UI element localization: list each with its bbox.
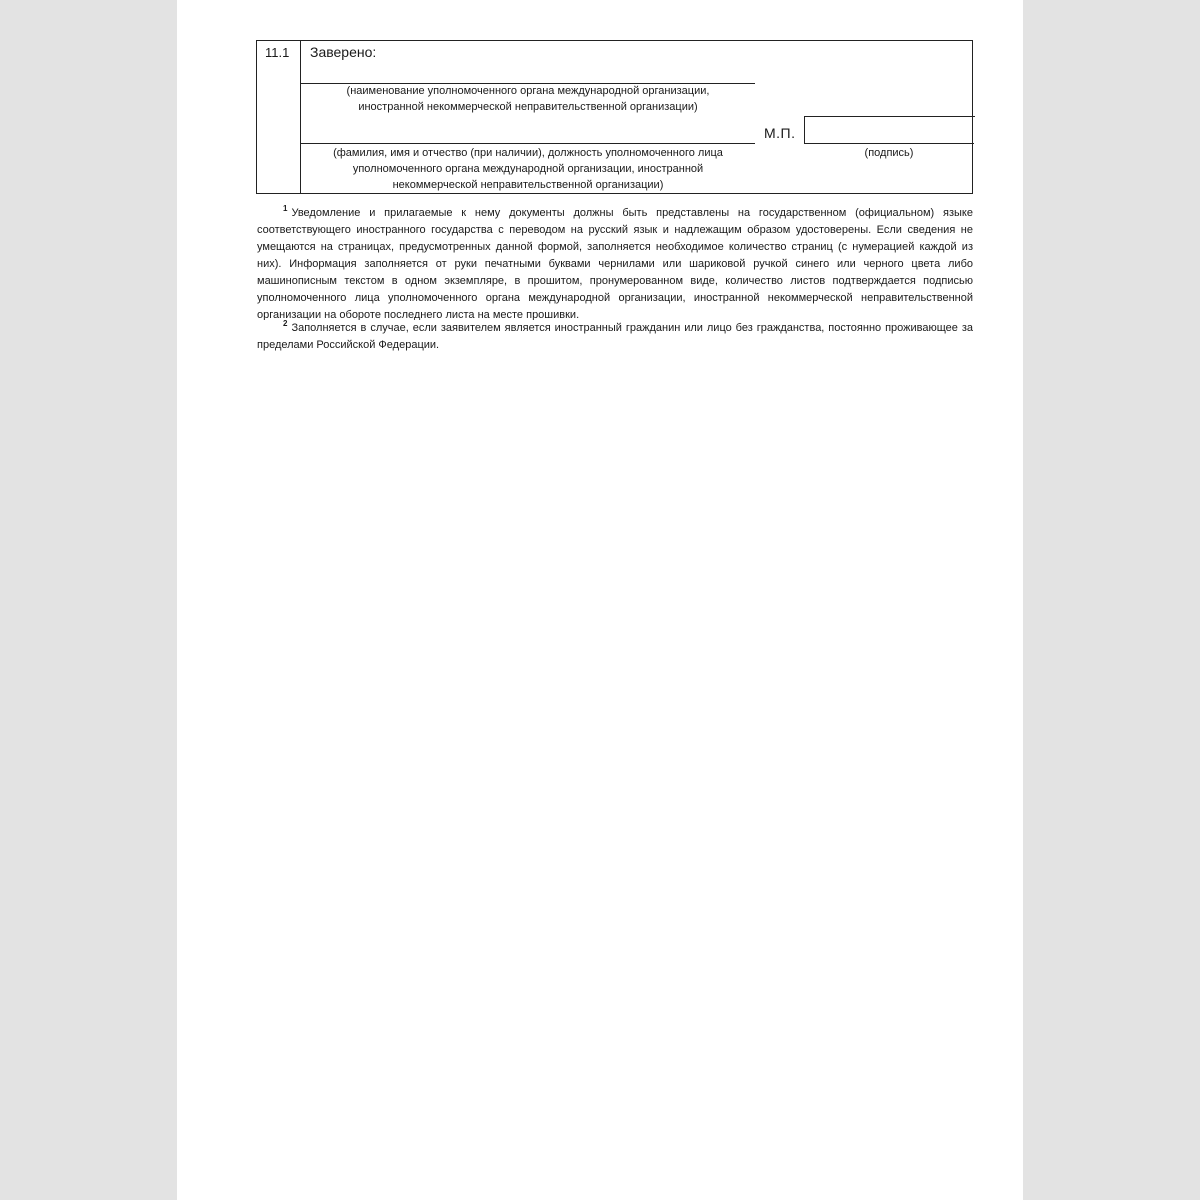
section-number: 11.1 <box>265 45 290 60</box>
footnote-marker: 2 <box>283 319 288 329</box>
authorized-person-caption: (фамилия, имя и отчество (при наличии), должность уполномоченного лица уполномоченного органа международной организации, иностранной некоммерческой неправительственной организации) <box>333 147 723 191</box>
footnote-2 <box>257 320 973 354</box>
footnote-1 <box>257 205 973 320</box>
footnote-text: Уведомление и прилагаемые к нему документы должны быть представлены на государственном (официальном) языке соответствующего иностранного государства с переводом на русский язык и надлежащим образом удостоверены. Если сведения не умещаются на страницах, предусмотренных данной формой, заполняется необходимое количество страниц (с нумерацией каждой из них). Информация заполняется от руки печатными буквами чернилами или шариковой ручкой синего или черного цвета либо машинописным текстом в одном экземпляре, в прошитом, пронумерованном виде, количество листов подтверждается подписью уполномоченного лица уполномоченного органа международной организации, иностранной некоммерческой неправительственной организации на обороте последнего листа на месте прошивки. <box>257 207 973 320</box>
footnote-marker: 1 <box>283 205 288 214</box>
certification-section <box>256 40 973 194</box>
organization-name-caption: (наименование уполномоченного органа международной организации, иностранной некоммерческой неправительственной организации) <box>346 85 710 113</box>
signature-field <box>804 116 975 144</box>
signature-line <box>804 143 974 144</box>
section-title: Заверено: <box>310 44 377 60</box>
signature-caption: (подпись) <box>864 147 914 159</box>
authorized-person-line <box>301 143 755 144</box>
section-number-cell <box>257 41 301 193</box>
document-page <box>177 0 1023 1200</box>
stamp-label: М.П. <box>764 125 796 141</box>
footnote-text: Заполняется в случае, если заявителем является иностранный гражданин или лицо без гражданства, постоянно проживающее за пределами Российской Федерации. <box>257 322 973 351</box>
